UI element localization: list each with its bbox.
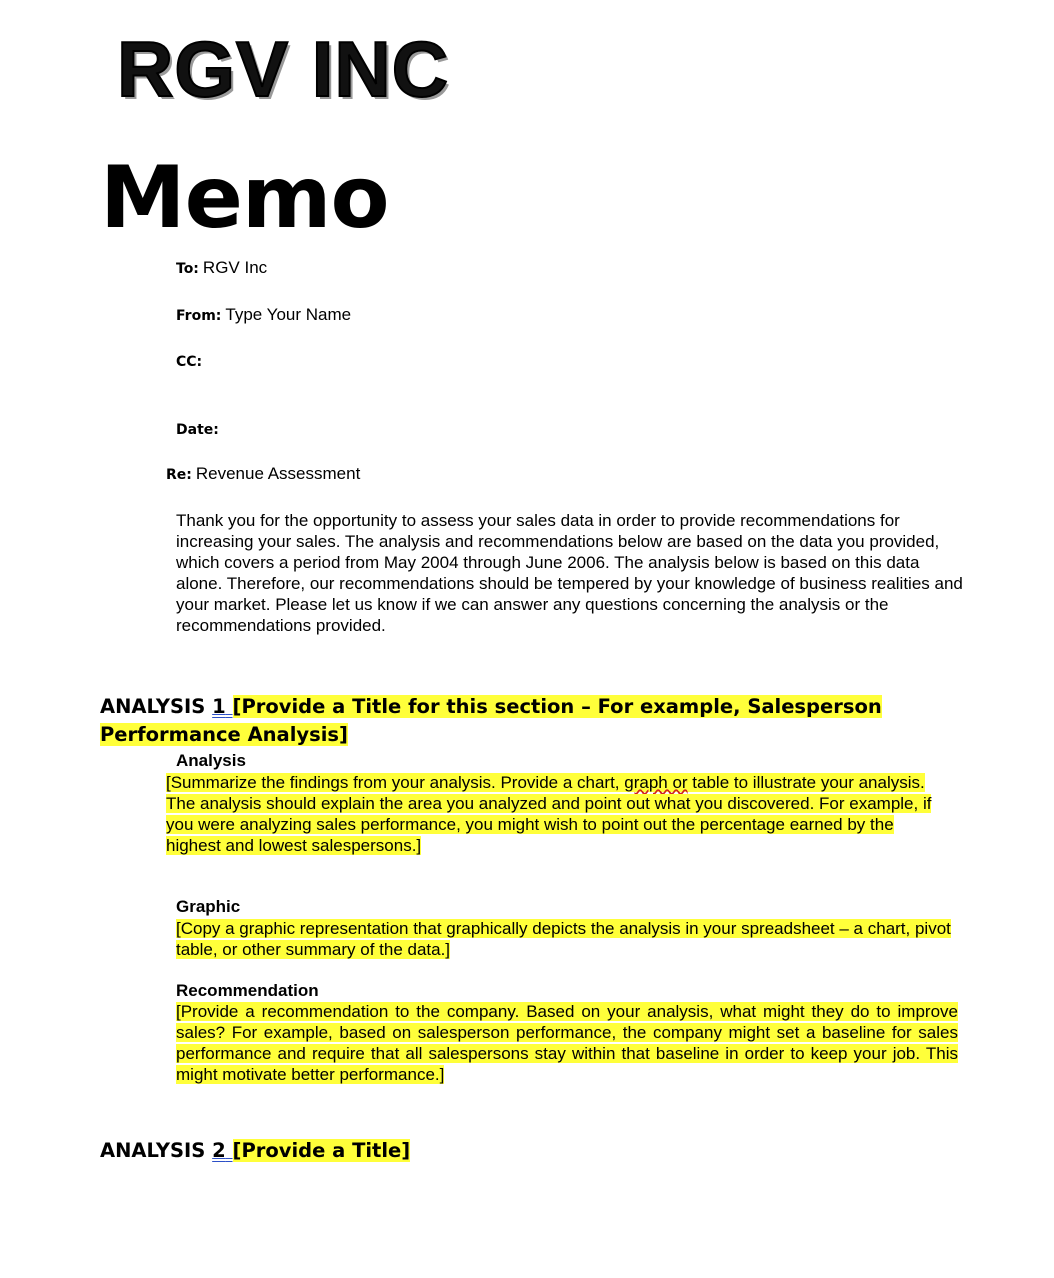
analysis-2-number[interactable]: 2 [212,1139,226,1162]
analysis-1-title[interactable]: [Provide a Title for this section – For example, Salesperson Performance Analysis] [100,695,882,746]
company-logo: RGV INC [117,25,450,113]
analysis-subheading: Analysis [176,751,246,770]
recommendation-subheading: Recommendation [176,981,319,1000]
date-row [176,419,223,440]
from-row [176,305,351,326]
analysis-2-prefix: ANALYSIS [100,1139,213,1162]
to-label: To: [176,261,199,277]
re-row [166,464,360,485]
graphic-text: [Copy a graphic representation that graphically depicts the analysis in your spreadsheet – a chart, pivot table, or other summary of the data.] [176,919,951,959]
re-label: Re: [166,467,192,483]
page-title: Memo [100,148,389,248]
analysis-2-title[interactable]: [Provide a Title] [232,1139,411,1162]
graphic-subheading: Graphic [176,897,241,916]
spelling-error-mark[interactable]: graph or [624,773,688,792]
intro-paragraph: Thank you for the opportunity to assess your sales data in order to provide recommendations for increasing your sales. The analysis and recommendations below are based on the data you provided, which covers a period from May 2004 through June 2006. The analysis below is based on this data alone. Therefore, our recommendations should be tempered by your knowledge of business realities and your market. Please let us know if we can answer any questions concerning the analysis or the recommendations provided. [176,511,963,635]
analysis-paragraph[interactable] [166,772,946,856]
analysis-text-part1: [Summarize the findings from your analysis. Provide a chart, [166,773,625,792]
recommendation-text: [Provide a recommendation to the company. Based on your analysis, what might they do to improve sales? For example, based on salesperson performance, the company might set a baseline for sales performance and require that all salespersons stay within that baseline in order to keep your job. This might motivate better performance.] [176,1002,958,1084]
from-label: From: [176,308,222,324]
to-value[interactable]: RGV Inc [202,258,268,277]
analysis-text-part2: table to illustrate your analysis. The analysis should explain the area you analyzed and point out what you discovered. For example, if you were analyzing sales performance, you might wish to point out the percentage earned by the highest and lowest salespersons.] [166,773,932,855]
re-value[interactable]: Revenue Assessment [195,464,361,483]
from-value[interactable]: Type Your Name [225,305,352,324]
recommendation-paragraph[interactable] [176,1001,958,1085]
to-row [176,258,267,279]
date-label: Date: [176,422,219,438]
analysis-1-prefix: ANALYSIS [100,695,213,718]
graphic-paragraph[interactable] [176,918,966,960]
analysis-2-heading [100,1137,920,1165]
analysis-1-number[interactable]: 1 [212,695,226,718]
cc-label: CC: [176,354,203,370]
cc-row [176,351,206,372]
analysis-1-heading [100,693,920,749]
